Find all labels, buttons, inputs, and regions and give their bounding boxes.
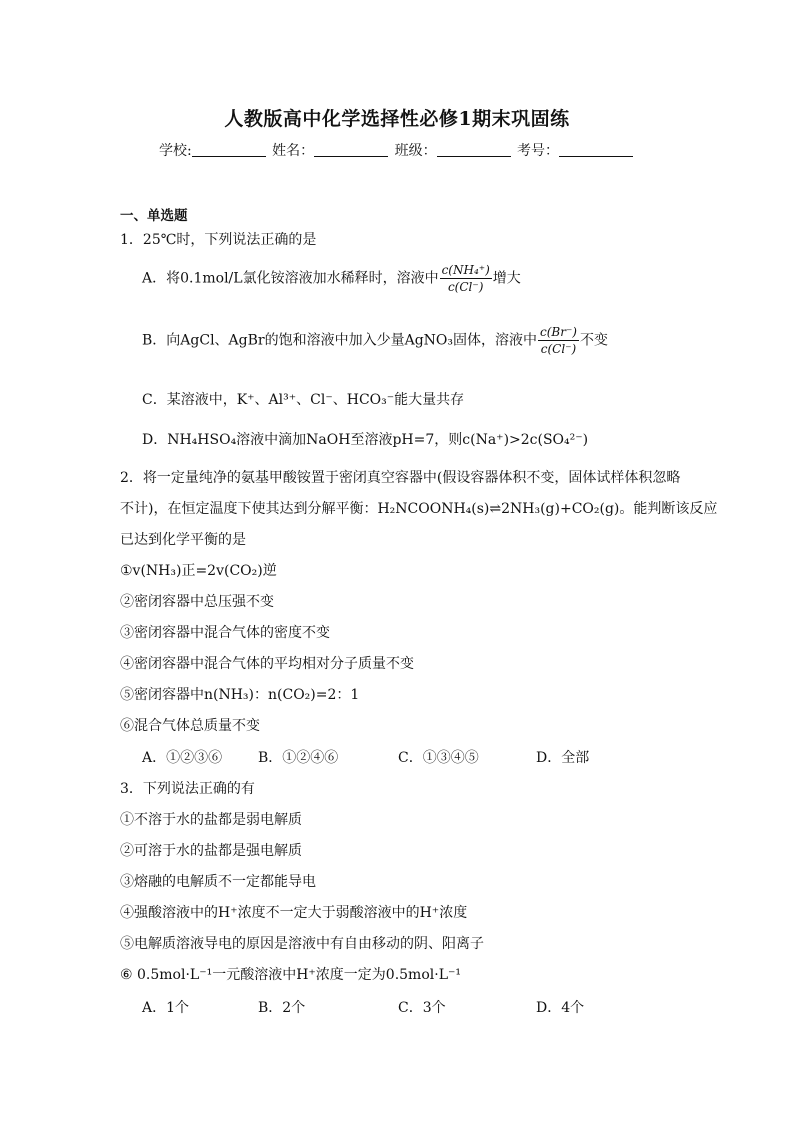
q2-statement-1: ①v(NH₃)正=2v(CO₂)逆 [120,563,277,579]
q1-a-fraction [440,262,492,295]
name-label: 姓名： [272,143,315,159]
q2-statement-3: ③密闭容器中混合气体的密度不变 [120,625,330,641]
section-heading: 一、单选题 [120,208,188,224]
q2-option-d[interactable]: D．全部 [536,750,590,766]
q3-option-d[interactable]: D．4个 [536,1000,585,1016]
q1-option-d: D．NH₄HSO₄溶液中滴加NaOH至溶液pH=7，则c(Na⁺)>2c(SO₄²⁻) [142,432,589,448]
q2-option-c[interactable]: C．①③④⑤ [398,750,479,766]
q1-a-suffix: 增大 [492,270,521,287]
q1-stem: 1．25℃时，下列说法正确的是 [120,232,317,248]
q3-stem: 3．下列说法正确的有 [120,781,255,797]
q1-a-text: A．将0.1mol/L氯化铵溶液加水稀释时，溶液中 [142,270,439,287]
q1-option-b [142,324,608,357]
q2-statement-2: ②密闭容器中总压强不变 [120,594,274,610]
q3-statement-6: ⑥ 0.5mol·L⁻¹一元酸溶液中H⁺浓度一定为0.5mol·L⁻¹ [120,967,461,983]
q1-b-text: B．向AgCl、AgBr的饱和溶液中加入少量AgNO₃固体，溶液中 [142,332,538,349]
student-info-line [0,140,794,160]
q1-option-a [142,262,521,295]
q1-option-c: C．某溶液中，K⁺、Al³⁺、Cl⁻、HCO₃⁻能大量共存 [142,392,465,408]
exam-number-blank[interactable] [559,142,633,157]
q2-statement-5: ⑤密闭容器中n(NH₃)：n(CO₂)=2：1 [120,687,360,703]
q1-a-denominator: c(Cl⁻) [447,280,484,294]
q2-stem-line1: 2．将一定量纯净的氨基甲酸铵置于密闭真空容器中(假设容器体积不变，固体试样体积忽略 [120,470,681,486]
q3-statement-5: ⑤电解质溶液导电的原因是溶液中有自由移动的阴、阳离子 [120,936,484,952]
q1-b-numerator: c(Br⁻) [540,325,577,339]
q1-b-suffix: 不变 [580,332,608,349]
q3-statement-1: ①不溶于水的盐都是弱电解质 [120,812,302,828]
school-label: 学校: [158,143,192,159]
school-blank[interactable] [192,142,266,157]
class-label: 班级： [394,143,437,159]
q2-option-b[interactable]: B．①②④⑥ [258,750,339,766]
q3-statement-2: ②可溶于水的盐都是强电解质 [120,843,302,859]
q1-b-fraction [538,324,579,357]
q2-stem-line2: 不计)，在恒定温度下使其达到分解平衡：H₂NCOONH₄(s)⇌2NH₃(g)+CO₂(g)。能判断该反应 [120,501,718,517]
class-blank[interactable] [437,142,511,157]
page-title: 人教版高中化学选择性必修1期末巩固练 [224,108,570,130]
q2-statement-6: ⑥混合气体总质量不变 [120,718,260,734]
name-blank[interactable] [314,142,388,157]
q3-option-c[interactable]: C．3个 [398,1000,446,1016]
q3-statement-4: ④强酸溶液中的H⁺浓度不一定大于弱酸溶液中的H⁺浓度 [120,905,468,921]
q3-option-b[interactable]: B．2个 [258,1000,306,1016]
q1-b-denominator: c(Cl⁻) [540,342,577,356]
q1-a-numerator: c(NH₄⁺) [441,263,490,277]
q2-stem-line3: 已达到化学平衡的是 [120,532,246,548]
q2-statement-4: ④密闭容器中混合气体的平均相对分子质量不变 [120,656,414,672]
q3-statement-3: ③熔融的电解质不一定都能导电 [120,874,316,890]
q2-option-a[interactable]: A．①②③⑥ [142,750,223,766]
q3-option-a[interactable]: A．1个 [142,1000,190,1016]
exam-number-label: 考号： [517,143,560,159]
